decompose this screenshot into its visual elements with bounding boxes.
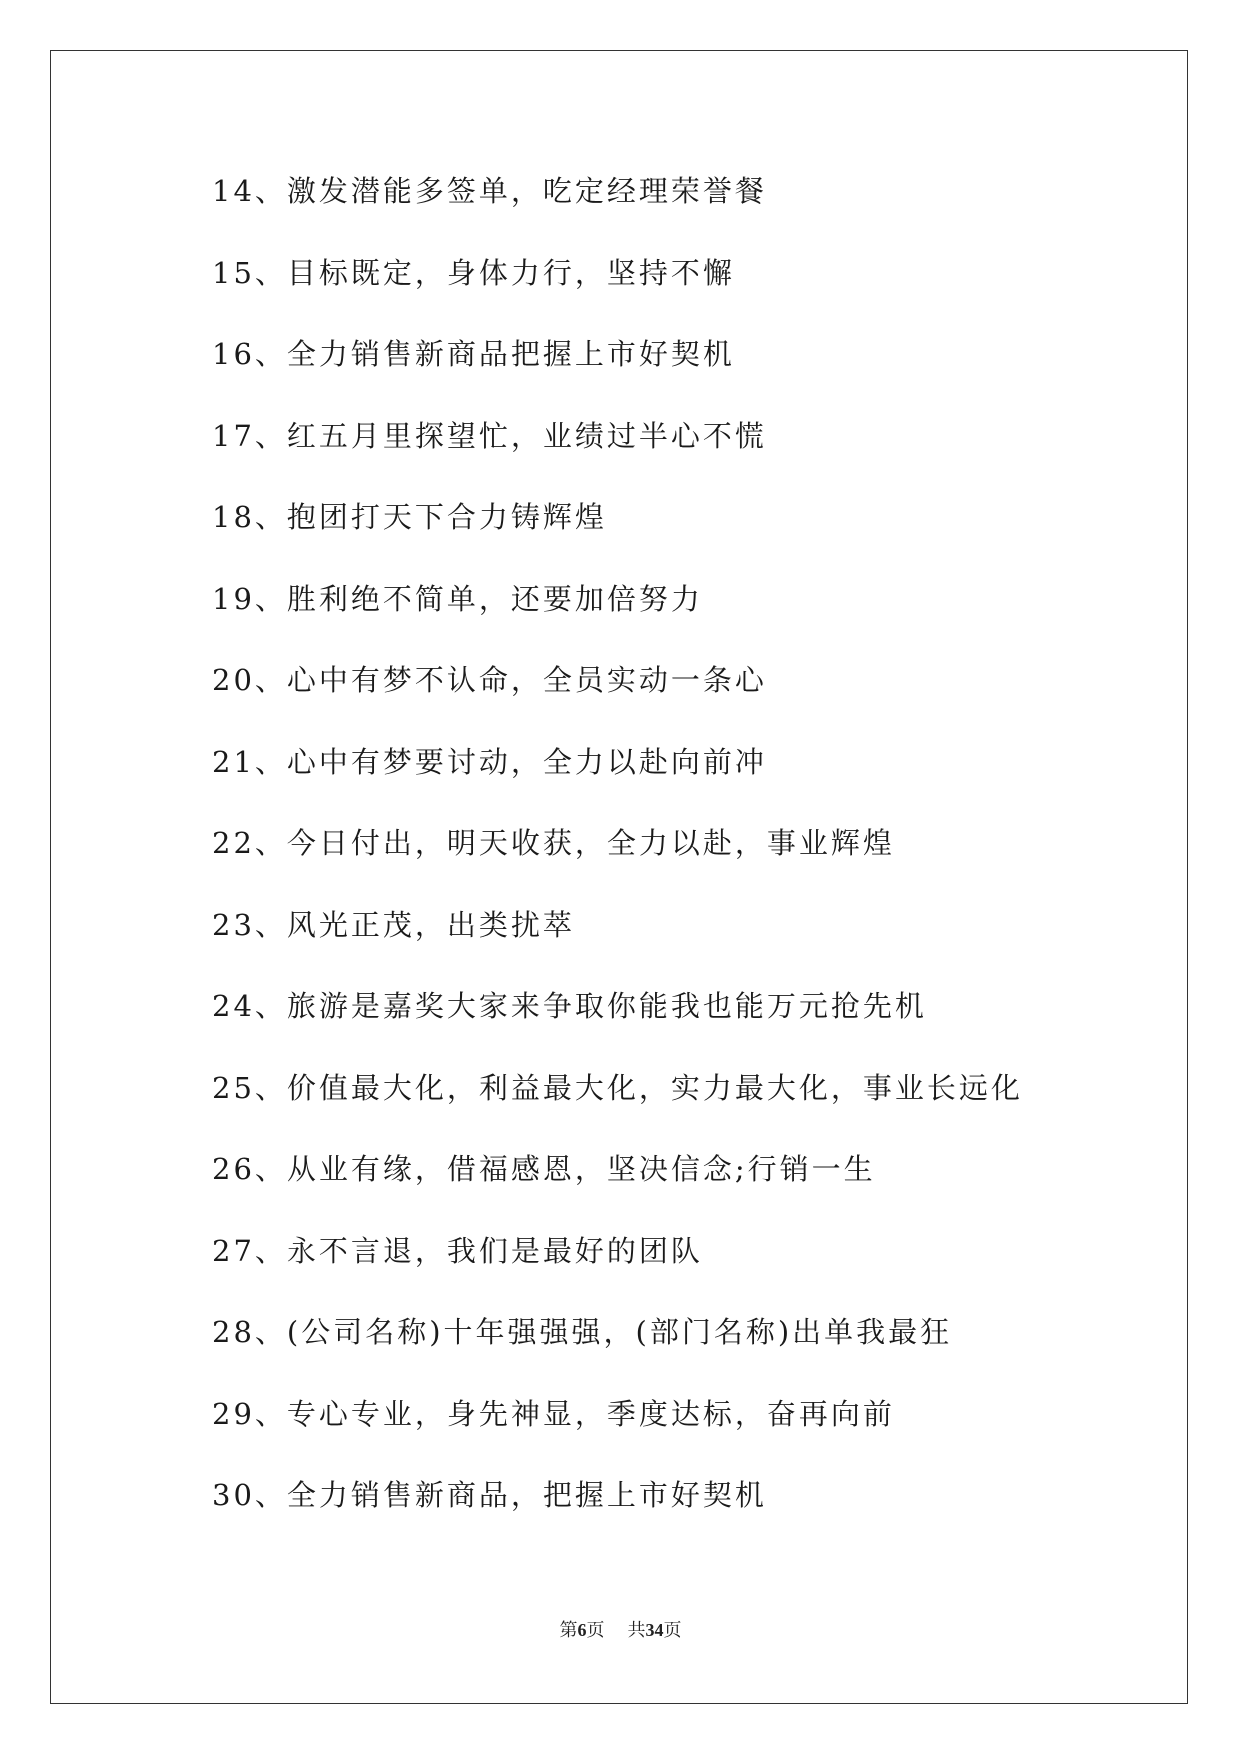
slogan-line: 26、从业有缘，借福感恩，坚决信念;行销一生 (212, 1152, 876, 1186)
slogan-line: 22、今日付出，明天收获，全力以赴，事业辉煌 (212, 826, 895, 860)
slogan-line: 16、全力销售新商品把握上市好契机 (212, 337, 735, 371)
current-page-number: 6 (577, 1620, 587, 1640)
slogan-line: 17、红五月里探望忙，业绩过半心不慌 (212, 418, 767, 453)
slogan-line: 27、永不言退，我们是最好的团队 (212, 1233, 703, 1268)
slogan-line: 21、心中有梦要讨动，全力以赴向前冲 (212, 744, 767, 779)
slogan-line: 23、风光正茂，出类扰萃 (212, 907, 575, 942)
slogan-line: 19、胜利绝不简单，还要加倍努力 (212, 581, 703, 616)
slogan-line: 20、心中有梦不认命，全员实动一条心 (212, 663, 767, 697)
slogan-line: 24、旅游是嘉奖大家来争取你能我也能万元抢先机 (212, 989, 927, 1023)
slogan-line: 25、价值最大化，利益最大化，实力最大化，事业长远化 (212, 1070, 1023, 1105)
footer-prefix: 第 (559, 1620, 578, 1641)
footer-page-suffix: 页 (586, 1620, 605, 1641)
slogan-line: 15、目标既定，身体力行，坚持不懈 (212, 255, 735, 290)
slogan-list (212, 165, 1023, 1551)
slogan-line: 14、激发潜能多签单，吃定经理荣誉餐 (212, 174, 767, 208)
total-pages-number: 34 (645, 1620, 664, 1640)
slogan-line: 18、抱团打天下合力铸辉煌 (212, 500, 607, 534)
slogan-line: 30、全力销售新商品，把握上市好契机 (212, 1478, 767, 1512)
slogan-line: 29、专心专业，身先神显，季度达标，奋再向前 (212, 1396, 895, 1431)
footer-total-suffix: 页 (663, 1620, 682, 1641)
page-footer (0, 1616, 1241, 1642)
slogan-line: 28、(公司名称)十年强强强，(部门名称)出单我最狂 (212, 1315, 953, 1349)
footer-total-prefix: 共 (627, 1620, 646, 1641)
